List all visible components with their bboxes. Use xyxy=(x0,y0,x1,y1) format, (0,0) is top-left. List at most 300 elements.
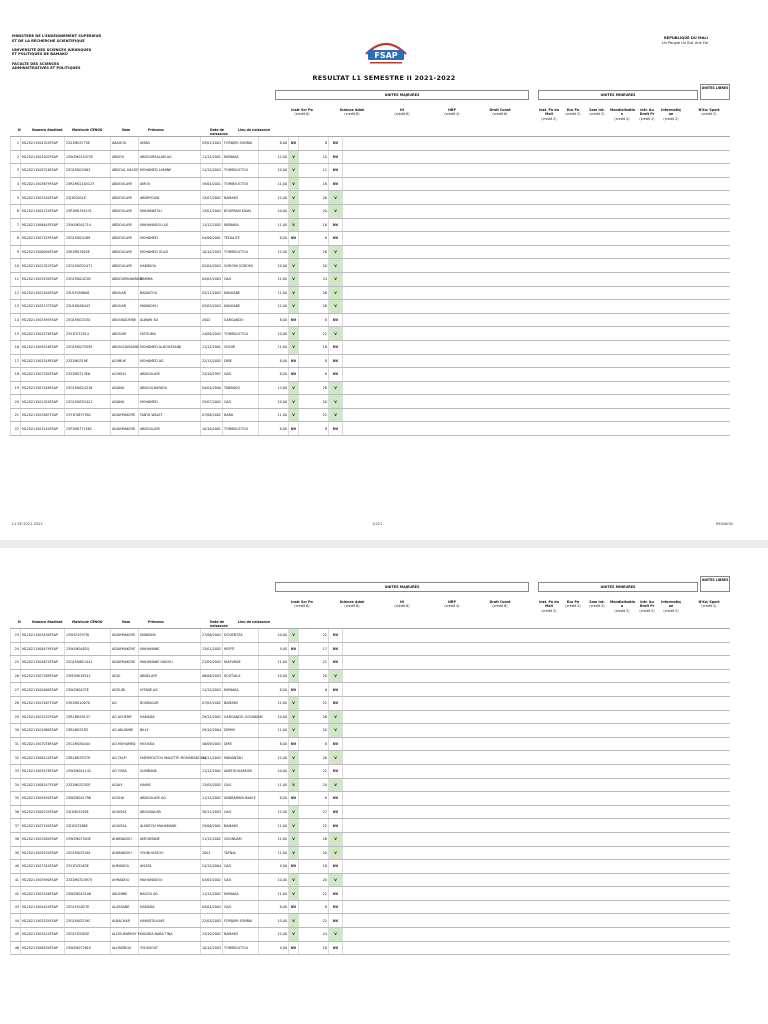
grade-cells xyxy=(343,395,731,409)
status: NV xyxy=(329,696,343,710)
last-name: ALHAMDOU xyxy=(111,941,139,955)
results-page-2 xyxy=(0,548,768,1024)
row-index: 31 xyxy=(11,737,21,751)
birth-date: 03/11/2003 xyxy=(201,286,223,300)
average: 12,00 xyxy=(259,928,289,942)
results-rows-page-2 xyxy=(10,629,730,955)
table-row xyxy=(11,218,731,232)
matricule: 23W1M07503E xyxy=(65,832,111,846)
table-row xyxy=(11,150,731,164)
subject-header: N'Ko/ Sport (credit 2) xyxy=(698,600,720,609)
decision: V xyxy=(289,751,299,765)
last-name: AKLININE xyxy=(111,887,139,901)
grade-cells xyxy=(343,805,731,819)
grade-cells xyxy=(343,191,731,205)
table-row xyxy=(11,642,731,656)
average: 8,00 xyxy=(259,900,289,914)
student-number: ML20211503240FSAP xyxy=(21,191,65,205)
student-number: ML20211503230FSAP xyxy=(21,272,65,286)
last-name: AHMADOU xyxy=(111,873,139,887)
average: 9,00 xyxy=(259,860,289,874)
birth-date: 04/06/2001 xyxy=(201,232,223,246)
status: NV xyxy=(329,422,343,436)
credits: 22 xyxy=(299,764,329,778)
student-number: ML20211507294FSAP xyxy=(21,368,65,382)
status: V xyxy=(329,832,343,846)
birth-date: 13/05/2002 xyxy=(201,778,223,792)
last-name: ADAMA xyxy=(111,395,139,409)
average: 11,00 xyxy=(259,819,289,833)
average: 10,00 xyxy=(259,669,289,683)
birth-date: 02/04/2003 xyxy=(201,259,223,273)
grade-cells xyxy=(343,422,731,436)
decision: V xyxy=(289,846,299,860)
subject-header-row xyxy=(10,590,730,629)
last-name: ADIAYMAKOYE xyxy=(111,656,139,670)
last-name: ABDOULAYE xyxy=(111,259,139,273)
grade-cells xyxy=(343,354,731,368)
decision: V xyxy=(289,724,299,738)
grade-cells xyxy=(343,259,731,273)
row-index: 45 xyxy=(11,928,21,942)
status: V xyxy=(329,395,343,409)
logo-text: FSAP xyxy=(374,51,398,60)
last-name: ADIAYMAKOYE xyxy=(111,408,139,422)
average: 8,00 xyxy=(259,137,289,150)
credits: 20 xyxy=(299,204,329,218)
birth-date: 29/12/2002 xyxy=(201,710,223,724)
first-name: MOHAMED OULD xyxy=(139,245,201,259)
birth-date: 29/10/2004 xyxy=(201,724,223,738)
row-index: 29 xyxy=(11,710,21,724)
republic-title: REPUBLIQUE DU MALI xyxy=(664,36,708,40)
birth-place: NIENAKA xyxy=(223,218,259,232)
birth-date: 03/05/2002 xyxy=(201,873,223,887)
status: NV xyxy=(329,737,343,751)
birth-place: GAO xyxy=(223,272,259,286)
row-index: 42 xyxy=(11,887,21,901)
col-date: Date de naissance xyxy=(210,620,228,628)
average: 12,00 xyxy=(259,300,289,314)
first-name: MAHAMADOU xyxy=(139,873,201,887)
status: V xyxy=(329,751,343,765)
grade-cells xyxy=(343,941,731,955)
grade-cells xyxy=(343,286,731,300)
matricule: 23W1M0437E xyxy=(65,683,111,697)
col-numero: Numero étudiant xyxy=(32,620,63,624)
average: 11,00 xyxy=(259,218,289,232)
last-name: ADIAYMAKOYE xyxy=(111,629,139,642)
birth-place: MOPTI xyxy=(223,642,259,656)
birth-date: 22/03/2003 xyxy=(201,914,223,928)
birth-place: TOMBOUCTOU xyxy=(223,177,259,191)
col-date: Date de naissance xyxy=(210,128,228,136)
first-name: HAMATOULAYE xyxy=(139,914,201,928)
student-number: ML20211500460FSAP xyxy=(21,683,65,697)
table-row xyxy=(11,737,731,751)
decision: V xyxy=(289,669,299,683)
birth-date: 06/06/2003 xyxy=(201,669,223,683)
birth-date: 24/12/2004 xyxy=(201,860,223,874)
first-name: AMOU xyxy=(139,177,201,191)
birth-date: 16/09/2003 xyxy=(201,737,223,751)
birth-place: NIENAKA xyxy=(223,683,259,697)
subject-header: Informatiq ue (credit 2) xyxy=(661,108,681,121)
row-index: 40 xyxy=(11,860,21,874)
status: V xyxy=(329,300,343,314)
credits: 8 xyxy=(299,900,329,914)
birth-place: MANANTALI xyxy=(223,751,259,765)
student-number: ML20211503234FSAP xyxy=(21,914,65,928)
grade-cells xyxy=(343,272,731,286)
status: V xyxy=(329,778,343,792)
group-unites-libres: UNITES LIBRES xyxy=(700,576,730,592)
row-index: 32 xyxy=(11,751,21,765)
subject-header: Droit Const (credit 6) xyxy=(489,108,511,117)
birth-place: TOMBOUCTOU xyxy=(223,164,259,178)
status: NV xyxy=(329,642,343,656)
table-row xyxy=(11,422,731,436)
average: 8,00 xyxy=(259,232,289,246)
col-matricule: Matricule CENOU xyxy=(72,620,103,624)
decision: V xyxy=(289,928,299,942)
first-name: FADYMOUTOU WALETTE MOHAMADOUN xyxy=(139,751,201,765)
table-row xyxy=(11,204,731,218)
first-name: ABDOURSALAM AG xyxy=(139,150,201,164)
birth-date: 03/03/2003 xyxy=(201,300,223,314)
table-row xyxy=(11,340,731,354)
col-n: N xyxy=(18,620,21,624)
matricule: 23Q1M0821441 xyxy=(65,656,111,670)
birth-date: 04/04/2000 xyxy=(201,381,223,395)
birth-date: 13/07/2002 xyxy=(201,191,223,205)
birth-date: 13/10/2002 xyxy=(201,928,223,942)
matricule: 23G1M0552421 xyxy=(65,395,111,409)
table-row xyxy=(11,191,731,205)
birth-place: GOROMI GOROMI xyxy=(223,259,259,273)
birth-date: 24/08/2003 xyxy=(201,327,223,341)
table-row xyxy=(11,778,731,792)
average: 11,00 xyxy=(259,408,289,422)
first-name: YOUSSOUF xyxy=(139,941,201,955)
row-index: 35 xyxy=(11,792,21,806)
table-row xyxy=(11,696,731,710)
average: 8,00 xyxy=(259,737,289,751)
subject-header: Inst. Po du Mali (credit 2) xyxy=(538,600,560,613)
table-row xyxy=(11,395,731,409)
status: V xyxy=(329,408,343,422)
subject-header: Mondialisatio n (credit 2) xyxy=(610,108,636,121)
status: NV xyxy=(329,368,343,382)
first-name: AISATA xyxy=(139,860,201,874)
birth-date: 19/04/2001 xyxy=(201,177,223,191)
table-row xyxy=(11,629,731,642)
matricule: 23Z1M0377SE xyxy=(65,137,111,150)
matricule: 23Y1F072914 xyxy=(65,327,111,341)
student-number: ML20211503679FSAP xyxy=(21,177,65,191)
status: V xyxy=(329,259,343,273)
status: NV xyxy=(329,218,343,232)
matricule: 23Z1M0323OE xyxy=(65,778,111,792)
student-number: ML20211506445FSAP xyxy=(21,218,65,232)
first-name: ALWARI AG xyxy=(139,313,201,327)
row-index: 22 xyxy=(11,422,21,436)
row-index: 18 xyxy=(11,368,21,382)
birth-place: BAMAKO xyxy=(223,928,259,942)
header-divider: - - - - - - - - - - - - - - - xyxy=(12,43,57,48)
student-number: ML20211503232FSAP xyxy=(21,710,65,724)
subject-header: Mondialisatio n (credit 2) xyxy=(610,600,636,613)
matricule: 23W1M001714 xyxy=(65,218,111,232)
decision: NV xyxy=(289,683,299,697)
first-name: KADIDIA BABA TINA xyxy=(139,928,201,942)
matricule: 23G1M02423N xyxy=(65,272,111,286)
average: 12,00 xyxy=(259,832,289,846)
last-name: ABOUBACRINE xyxy=(111,313,139,327)
matricule: 23G1M03219C xyxy=(65,914,111,928)
matricule: 23W1M014372E xyxy=(65,150,111,164)
grade-cells xyxy=(343,928,731,942)
decision: V xyxy=(289,408,299,422)
first-name: MOHAMED ALHOUSSAINI xyxy=(139,340,201,354)
status: NV xyxy=(329,941,343,955)
birth-date: 11/12/2002 xyxy=(201,218,223,232)
row-index: 27 xyxy=(11,683,21,697)
first-name: BOUBACAR xyxy=(139,696,201,710)
subject-header: HI (credit 6) xyxy=(394,600,410,609)
status: NV xyxy=(329,340,343,354)
first-name: MOHAMED LAMINE xyxy=(139,164,201,178)
student-number: ML20211509450FSAP xyxy=(21,792,65,806)
student-number: ML20211503424FSAP xyxy=(21,928,65,942)
status: NV xyxy=(329,764,343,778)
student-number: ML20211507078FSAP xyxy=(21,737,65,751)
credits: 18 xyxy=(299,860,329,874)
student-number: ML20211503284FSAP xyxy=(21,832,65,846)
credits: 20 xyxy=(299,395,329,409)
row-index: 26 xyxy=(11,669,21,683)
student-number: ML20211507448FSAP xyxy=(21,381,65,395)
birth-place: GAO xyxy=(223,860,259,874)
last-name: ABDOULAYE xyxy=(111,191,139,205)
credits: 24 xyxy=(299,272,329,286)
last-name: ABDOURAHAMANE xyxy=(111,272,139,286)
credits: 18 xyxy=(299,941,329,955)
row-index: 13 xyxy=(11,300,21,314)
fsap-logo xyxy=(360,36,412,70)
footer-left: L1 SE 2021-2022 xyxy=(12,522,43,526)
last-name: AGOHA xyxy=(111,792,139,806)
status: NV xyxy=(329,150,343,164)
col-nom: Nom xyxy=(122,128,131,132)
republic-header xyxy=(662,36,708,45)
status: V xyxy=(329,204,343,218)
last-name: ADOUDI xyxy=(111,683,139,697)
birth-date: 29/06/2001 xyxy=(201,819,223,833)
row-index: 17 xyxy=(11,354,21,368)
results-rows-page-1 xyxy=(10,137,730,436)
birth-place: TOMBOUCTOU xyxy=(223,327,259,341)
credits: 22 xyxy=(299,629,329,642)
row-index: 41 xyxy=(11,873,21,887)
republic-motto: Un Peuple Un But Une Foi xyxy=(662,40,708,45)
col-lieu: Lieu de naissance xyxy=(238,128,270,132)
col-prenom: Prénoms xyxy=(148,128,164,132)
decision: V xyxy=(289,327,299,341)
group-unites-mineures: UNITES MINEURES xyxy=(538,582,698,592)
last-name: AG xyxy=(111,696,139,710)
matricule: 23Z1M0323975 xyxy=(65,873,111,887)
credits: 8 xyxy=(299,683,329,697)
table-row xyxy=(11,751,731,765)
average: 8,00 xyxy=(259,683,289,697)
status: NV xyxy=(329,177,343,191)
last-name: ADJO xyxy=(111,669,139,683)
last-name: ACHBUK xyxy=(111,354,139,368)
matricule: 23Q1M012982 xyxy=(65,164,111,178)
grade-cells xyxy=(343,327,731,341)
birth-date: 29/01/2003 xyxy=(201,137,223,150)
header-line: UNIVERSITE DES SCIENCES JURIDIQUES xyxy=(12,47,92,52)
credits: 28 xyxy=(299,381,329,395)
last-name: ABDOULAYE xyxy=(111,177,139,191)
first-name: HAMIS xyxy=(139,778,201,792)
grade-cells xyxy=(343,150,731,164)
student-number: ML20211507289FSAP xyxy=(21,669,65,683)
birth-date: 27/06/2003 xyxy=(201,629,223,642)
last-name: ABDOU xyxy=(111,150,139,164)
grade-cells xyxy=(343,860,731,874)
first-name: AMOUMANE xyxy=(139,832,201,846)
row-index: 4 xyxy=(11,177,21,191)
subject-header-row xyxy=(10,98,730,137)
student-number: ML20211501980FSAP xyxy=(21,724,65,738)
matricule: 23Y1F0837902 xyxy=(65,408,111,422)
table-row xyxy=(11,408,731,422)
matricule: 23R1M02183123 xyxy=(65,177,111,191)
status: V xyxy=(329,710,343,724)
row-index: 36 xyxy=(11,805,21,819)
decision: V xyxy=(289,150,299,164)
decision: V xyxy=(289,245,299,259)
birth-place: NARA xyxy=(223,408,259,422)
row-index: 44 xyxy=(11,914,21,928)
table-row xyxy=(11,887,731,901)
matricule: 23Q1M0275595 xyxy=(65,340,111,354)
status: V xyxy=(329,286,343,300)
birth-date: 2001 xyxy=(201,846,223,860)
birth-place: GAO xyxy=(223,778,259,792)
last-name: AGUISSA xyxy=(111,819,139,833)
credits: 8 xyxy=(299,137,329,150)
average: 11,00 xyxy=(259,340,289,354)
group-unites-majeures: UNITES MAJEURES xyxy=(275,90,529,100)
matricule: 23J1M03290E xyxy=(65,805,111,819)
subject-header: Intr. Au Droit Pr (credit 2) xyxy=(639,600,655,613)
first-name: MAHAMADOU AG xyxy=(139,218,201,232)
row-index: 8 xyxy=(11,232,21,246)
birth-place: TAYNAL xyxy=(223,846,259,860)
col-lieu: Lieu de naissance xyxy=(238,620,270,624)
subject-header: Science Admi (credit 6) xyxy=(339,600,365,609)
table-row xyxy=(11,764,731,778)
decision: V xyxy=(289,177,299,191)
table-row xyxy=(11,272,731,286)
ministry-header xyxy=(12,34,242,71)
grade-cells xyxy=(343,137,731,150)
first-name: HAMMA xyxy=(139,272,201,286)
subject-header: HRP (credit 4) xyxy=(444,600,460,609)
student-number: ML20211503478FSAP xyxy=(21,764,65,778)
subject-header: Inst. Po du Mali (credit 2) xyxy=(538,108,560,121)
group-unites-mineures: UNITES MINEURES xyxy=(538,90,698,100)
average: 10,00 xyxy=(259,873,289,887)
status: NV xyxy=(329,914,343,928)
table-row xyxy=(11,137,731,150)
header-line: ET POLITIQUES DE BAMAKO xyxy=(12,52,68,57)
average: 11,00 xyxy=(259,286,289,300)
average: 11,00 xyxy=(259,177,289,191)
decision: NV xyxy=(289,860,299,874)
col-nom: Nom xyxy=(122,620,131,624)
last-name: ACHKOU xyxy=(111,368,139,382)
decision: NV xyxy=(289,232,299,246)
grade-cells xyxy=(343,408,731,422)
last-name: ABOUAR xyxy=(111,286,139,300)
first-name: MAMADOU xyxy=(139,300,201,314)
credits: 18 xyxy=(299,340,329,354)
last-name: ABDOULAYE xyxy=(111,245,139,259)
birth-place: DIRE xyxy=(223,354,259,368)
last-name: ABDOULAYE xyxy=(111,218,139,232)
last-name: AG TALFI xyxy=(111,751,139,765)
birth-date: 22/11/2002 xyxy=(201,354,223,368)
last-name: AG YOBA xyxy=(111,764,139,778)
grade-cells xyxy=(343,737,731,751)
average: 12,00 xyxy=(259,150,289,164)
credits: 26 xyxy=(299,245,329,259)
row-index: 25 xyxy=(11,656,21,670)
row-index: 19 xyxy=(11,381,21,395)
birth-date: 11/12/2002 xyxy=(201,764,223,778)
student-number: ML20211503202FSAP xyxy=(21,150,65,164)
table-row xyxy=(11,860,731,874)
last-name: ALBACHAR xyxy=(111,914,139,928)
header-line: MINISTERE DE L'ENSEIGNEMENT SUPERIEUR xyxy=(12,34,102,38)
grade-cells xyxy=(343,819,731,833)
decision: V xyxy=(289,656,299,670)
subject-header: Eco Po (credit 2) xyxy=(565,108,581,117)
decision: V xyxy=(289,873,299,887)
table-row xyxy=(11,832,731,846)
decision: V xyxy=(289,395,299,409)
last-name: AG MOHAMED xyxy=(111,737,139,751)
first-name: MAHAMANE HADOU xyxy=(139,656,201,670)
average: 12,00 xyxy=(259,751,289,765)
student-number: ML20211503167FSAP xyxy=(21,696,65,710)
subject-header: Sam Int. (credit 2) xyxy=(589,600,605,609)
student-number: ML20211508479FSAP xyxy=(21,642,65,656)
student-number: ML20211507344FSAP xyxy=(21,860,65,874)
matricule: 23Q1M013150 xyxy=(65,313,111,327)
decision: V xyxy=(289,259,299,273)
student-number: ML20211508147FSAP xyxy=(21,778,65,792)
credits: 28 xyxy=(299,751,329,765)
last-name: ADAMA xyxy=(111,381,139,395)
decision: V xyxy=(289,696,299,710)
grade-cells xyxy=(343,846,731,860)
decision: V xyxy=(289,764,299,778)
